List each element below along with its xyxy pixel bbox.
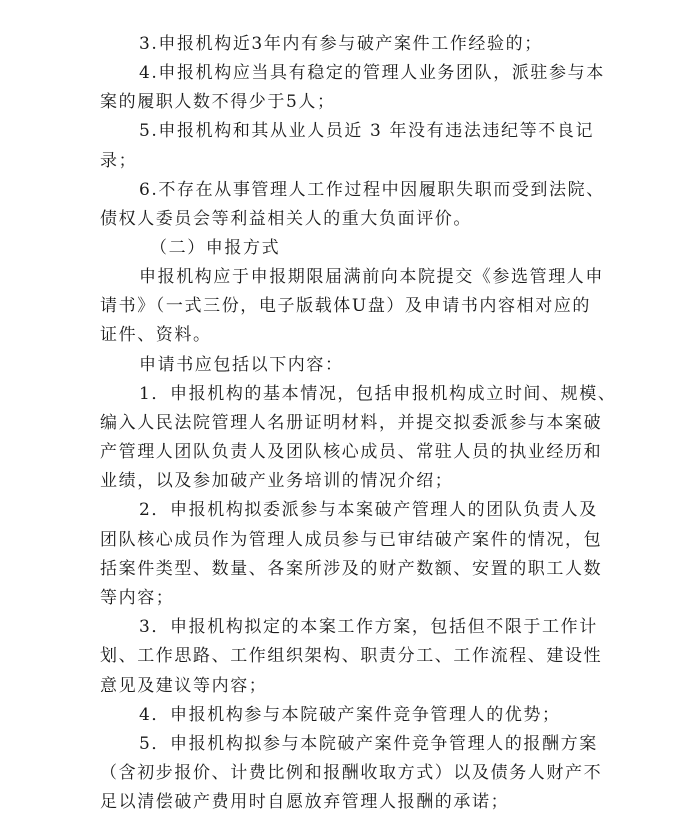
- intro-paragraph-line-1: 申报机构应于申报期限届满前向本院提交《参选管理人申: [139, 267, 604, 287]
- content-item-2-line-4: 等内容；: [100, 588, 175, 608]
- content-item-2-line-1: 2．申报机构拟委派参与本案破产管理人的团队负责人及: [139, 500, 598, 520]
- section-heading: （二）申报方式: [150, 238, 281, 258]
- content-item-3-line-3: 意见及建议等内容；: [100, 676, 268, 696]
- requirement-item-3: 3.申报机构近3年内有参与破产案件工作经验的；: [139, 34, 543, 54]
- requirement-item-6-line-2: 债权人委员会等利益相关人的重大负面评价。: [100, 209, 472, 229]
- content-item-4-line-1: 4．申报机构参与本院破产案件竞争管理人的优势；: [139, 705, 561, 725]
- requirement-item-6-line-1: 6.不存在从事管理人工作过程中因履职失职而受到法院、: [139, 180, 605, 200]
- content-item-2-line-3: 括案件类型、数量、各案所涉及的财产数额、安置的职工人数: [100, 559, 603, 579]
- content-item-1-line-3: 产管理人团队负责人及团队核心成员、常驻人员的执业经历和: [100, 442, 603, 462]
- content-item-1-line-4: 业绩，以及参加破产业务培训的情况介绍；: [100, 471, 454, 491]
- content-item-3-line-2: 划、工作思路、工作组织架构、职责分工、工作流程、建设性: [100, 646, 603, 666]
- requirement-item-4-line-1: 4.申报机构应当具有稳定的管理人业务团队，派驻参与本: [139, 63, 605, 83]
- content-item-5-line-1: 5．申报机构拟参与本院破产案件竞争管理人的报酬方案: [139, 734, 598, 754]
- content-item-1-line-2: 编入人民法院管理人名册证明材料，并提交拟委派参与本案破: [100, 413, 603, 433]
- content-item-5-line-2: （含初步报价、计费比例和报酬收取方式）以及债务人财产不: [100, 763, 603, 783]
- content-item-5-line-3: 足以清偿破产费用时自愿放弃管理人报酬的承诺；: [100, 792, 510, 812]
- content-item-1-line-1: 1．申报机构的基本情况，包括申报机构成立时间、规模、: [139, 384, 617, 404]
- requirement-item-5-line-1: 5.申报机构和其从业人员近 3 年没有违法违纪等不良记: [139, 121, 595, 141]
- contents-intro: 申请书应包括以下内容：: [139, 355, 344, 375]
- requirement-item-4-line-2: 案的履职人数不得少于5人；: [100, 92, 336, 112]
- requirement-item-5-line-2: 录；: [100, 151, 138, 171]
- intro-paragraph-line-3: 证件、资料。: [100, 325, 212, 345]
- content-item-2-line-2: 团队核心成员作为管理人成员参与已审结破产案件的情况，包: [100, 530, 603, 550]
- content-item-3-line-1: 3．申报机构拟定的本案工作方案，包括但不限于工作计: [139, 617, 598, 637]
- intro-paragraph-line-2: 请书》（一式三份，电子版载体U盘）及申请书内容相对应的: [100, 296, 592, 316]
